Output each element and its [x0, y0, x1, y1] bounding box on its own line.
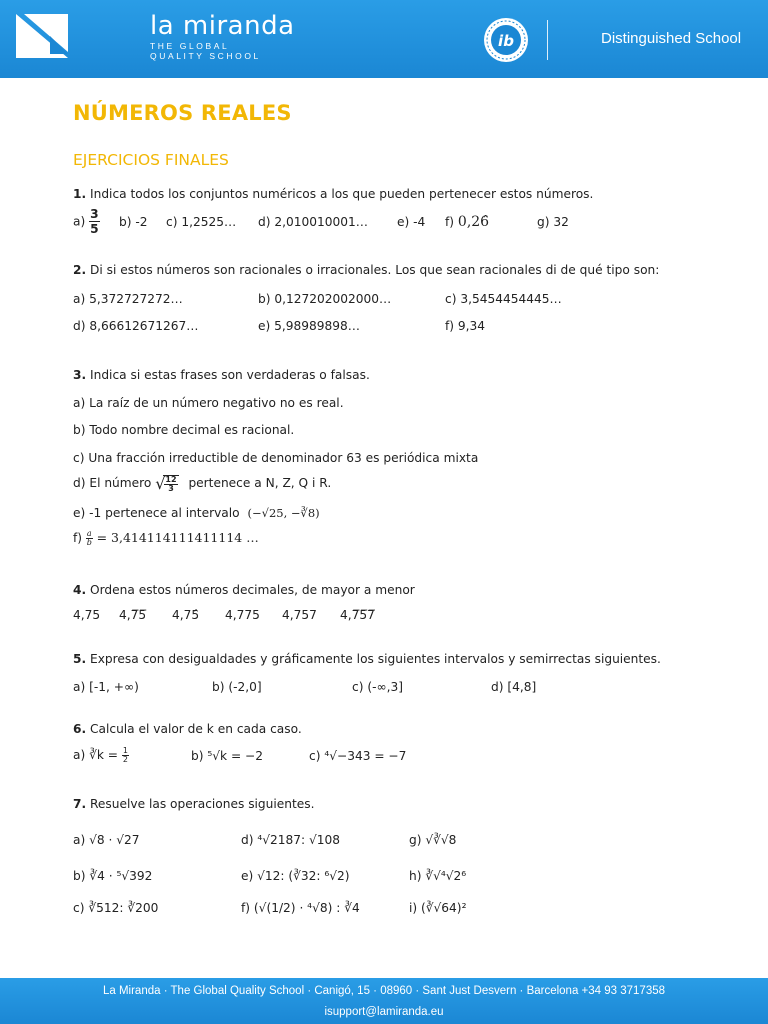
page-footer	[0, 978, 768, 1024]
q1-item-c: c) 1,2525…	[166, 215, 237, 229]
q5-item-d: d) [4,8]	[491, 680, 537, 694]
question-number: 3.	[73, 368, 87, 382]
q5-item-c: c) (-∞,3]	[352, 680, 404, 694]
footer-address: La Miranda · The Global Quality School · Canigó, 15 · 08960 · Sant Just Desvern · Barcelona +34 93 3717358	[102, 985, 666, 997]
denominator: b	[86, 538, 92, 547]
q2-item-e: e) 5,98989898…	[258, 319, 360, 333]
q7-item-g: g) √∛√8	[409, 833, 457, 847]
item-text: pertenece a N, Z, Q i R.	[188, 476, 332, 490]
q1-item-e: e) -4	[397, 215, 426, 229]
brand-name: la miranda	[150, 11, 295, 41]
question-number: 1.	[73, 187, 87, 201]
brand-tagline-2: QUALITY SCHOOL	[150, 50, 261, 61]
question-3	[73, 368, 370, 382]
question-text: Di si estos números son racionales o irracionales. Los que sean racionales di de qué tipo son:	[86, 263, 660, 277]
denominator: 5	[90, 222, 99, 236]
question-2	[73, 263, 659, 277]
equation-math: a) ∛k =	[73, 748, 119, 762]
q1-item-g: g) 32	[537, 215, 569, 229]
ib-logo-text: ib	[498, 32, 514, 50]
numerator: a	[86, 529, 92, 538]
q7-item-h: h) ∛√⁴√2⁶	[409, 869, 467, 883]
q7-item-d: d) ⁴√2187: √108	[241, 833, 341, 847]
q4-item-3: 4,75̂	[172, 608, 200, 622]
q3-item-f	[73, 530, 259, 547]
question-number: 6.	[73, 722, 87, 736]
numerator: 3	[90, 207, 99, 221]
interval-math: (−√25, −∛8)	[247, 506, 320, 520]
header-divider	[547, 20, 548, 60]
q7-item-c: c) ∛512: ∛200	[73, 901, 159, 915]
numerator: 1	[122, 746, 128, 755]
item-label: f)	[73, 531, 83, 545]
q7-item-i: i) (∛√64)²	[409, 901, 467, 915]
equation-math: = 3,414114111411114 …	[96, 530, 259, 545]
q3-item-c: c) Una fracción irreductible de denominador 63 es periódica mixta	[73, 451, 479, 465]
q7-item-b: b) ∛4 · ⁵√392	[73, 869, 153, 883]
denominator: 3	[168, 483, 174, 493]
item-label: a)	[73, 214, 86, 229]
question-number: 2.	[73, 263, 87, 277]
brand-block	[150, 12, 295, 61]
question-5	[73, 652, 661, 666]
q3-item-e	[73, 506, 320, 520]
ib-world-school-icon	[483, 17, 529, 63]
q7-item-a: a) √8 · √27	[73, 833, 140, 847]
question-1	[73, 187, 593, 201]
item-value: 0,26̂	[457, 214, 490, 230]
question-number: 5.	[73, 652, 87, 666]
page-header	[0, 0, 768, 78]
q4-item-5: 4,757	[282, 608, 317, 622]
page-title: NÚMEROS REALES	[73, 101, 292, 125]
q6-item-c: c) ⁴√−343 = −7	[309, 749, 407, 763]
q4-item-4: 4,775	[225, 608, 260, 622]
denominator: 2	[122, 755, 128, 764]
question-text: Calcula el valor de k en cada caso.	[86, 722, 302, 736]
q1-item-b: b) -2	[119, 215, 148, 229]
item-label: f)	[445, 215, 455, 229]
question-6	[73, 722, 302, 736]
fraction	[89, 208, 99, 236]
q2-item-b: b) 0,127202002000…	[258, 292, 392, 306]
question-text: Expresa con desigualdades y gráficamente los siguientes intervalos y semirrectas siguientes.	[86, 652, 661, 666]
q3-item-d	[73, 474, 331, 493]
question-4	[73, 583, 415, 597]
q4-item-1: 4,75	[73, 608, 101, 622]
question-7	[73, 797, 315, 811]
q1-item-d: d) 2,010010001…	[258, 215, 368, 229]
la-miranda-logo-icon	[16, 14, 68, 58]
q1-item-f	[445, 214, 489, 230]
q7-item-e: e) √12: (∛32: ⁶√2)	[241, 869, 350, 883]
sqrt-icon: √	[155, 474, 166, 493]
q5-item-a: a) [-1, +∞)	[73, 680, 139, 694]
item-text: d) El número	[73, 476, 152, 490]
q3-item-b: b) Todo nombre decimal es racional.	[73, 423, 295, 437]
question-text: Resuelve las operaciones siguientes.	[86, 797, 315, 811]
q6-item-a	[73, 747, 129, 764]
q2-item-f: f) 9,34	[445, 319, 486, 333]
q4-item-2: 4,7̅5̅	[119, 608, 147, 622]
distinguished-school-label: Distinguished School	[601, 30, 742, 47]
q2-item-c: c) 3,5454454445…	[445, 292, 562, 306]
brand-tagline-1: THE GLOBAL	[150, 41, 230, 51]
q4-item-6: 4,7̅5̅7̅	[340, 608, 375, 622]
question-text: Ordena estos números decimales, de mayor a menor	[86, 583, 415, 597]
q2-item-d: d) 8,66612671267…	[73, 319, 199, 333]
item-text: e) -1 pertenece al intervalo	[73, 506, 240, 520]
footer-email-link[interactable]: isupport@lamiranda.eu	[324, 1006, 444, 1018]
q5-item-b: b) (-2,0]	[212, 680, 262, 694]
question-text: Indica si estas frases son verdaderas o falsas.	[86, 368, 370, 382]
q1-item-a	[73, 208, 100, 236]
question-text: Indica todos los conjuntos numéricos a los que pueden pertenecer estos números.	[86, 187, 594, 201]
q6-item-b: b) ⁵√k = −2	[191, 749, 264, 763]
q2-item-a: a) 5,372727272…	[73, 292, 183, 306]
question-number: 4.	[73, 583, 87, 597]
fraction	[163, 475, 178, 493]
fraction	[122, 747, 129, 764]
page-subtitle: EJERCICIOS FINALES	[73, 151, 229, 169]
numerator: 12	[165, 474, 177, 484]
fraction	[86, 530, 93, 547]
q7-item-f: f) (√(1/2) · ⁴√8) : ∛4	[241, 901, 360, 915]
question-number: 7.	[73, 797, 87, 811]
q3-item-a: a) La raíz de un número negativo no es real.	[73, 396, 344, 410]
